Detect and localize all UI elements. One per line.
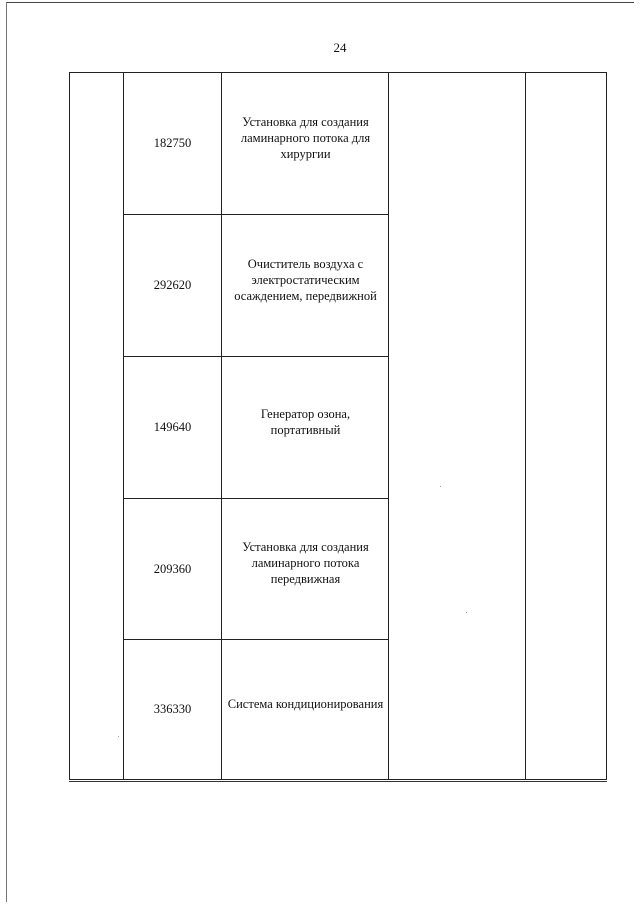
row-name-cell	[221, 215, 389, 356]
row-name-cell	[221, 357, 389, 498]
row-code: 292620	[153, 278, 192, 292]
scan-speck	[466, 612, 467, 613]
row-code: 149640	[153, 420, 192, 434]
row-name: Установка для создания ламинарного потока для хирургии	[240, 114, 371, 161]
row-code: 209360	[153, 561, 192, 576]
page-number: 24	[333, 40, 347, 55]
scan-speck	[118, 736, 119, 737]
row-code: 336330	[153, 702, 192, 716]
table-bottom-rule	[69, 781, 607, 782]
row-code: 182750	[153, 136, 192, 150]
table-row	[124, 73, 389, 215]
row-name: Система кондиционирования	[227, 696, 384, 711]
page-top-edge	[6, 2, 634, 3]
equipment-table	[69, 72, 607, 780]
scan-speck	[440, 486, 441, 487]
row-name-cell	[221, 499, 389, 639]
column-divider-4	[525, 73, 526, 779]
row-name: Установка для создания ламинарного потока передвижная	[242, 540, 369, 586]
row-name-cell	[221, 73, 389, 214]
page-left-edge	[6, 2, 7, 902]
table-row	[124, 499, 389, 640]
table-row	[124, 215, 389, 357]
table-row	[124, 640, 389, 779]
row-name: Генератор озона, портативный	[260, 406, 351, 437]
table-row	[124, 357, 389, 499]
row-name: Очиститель воздуха с электростатическим осаждением, передвижной	[234, 256, 377, 303]
row-name-cell	[221, 640, 389, 779]
